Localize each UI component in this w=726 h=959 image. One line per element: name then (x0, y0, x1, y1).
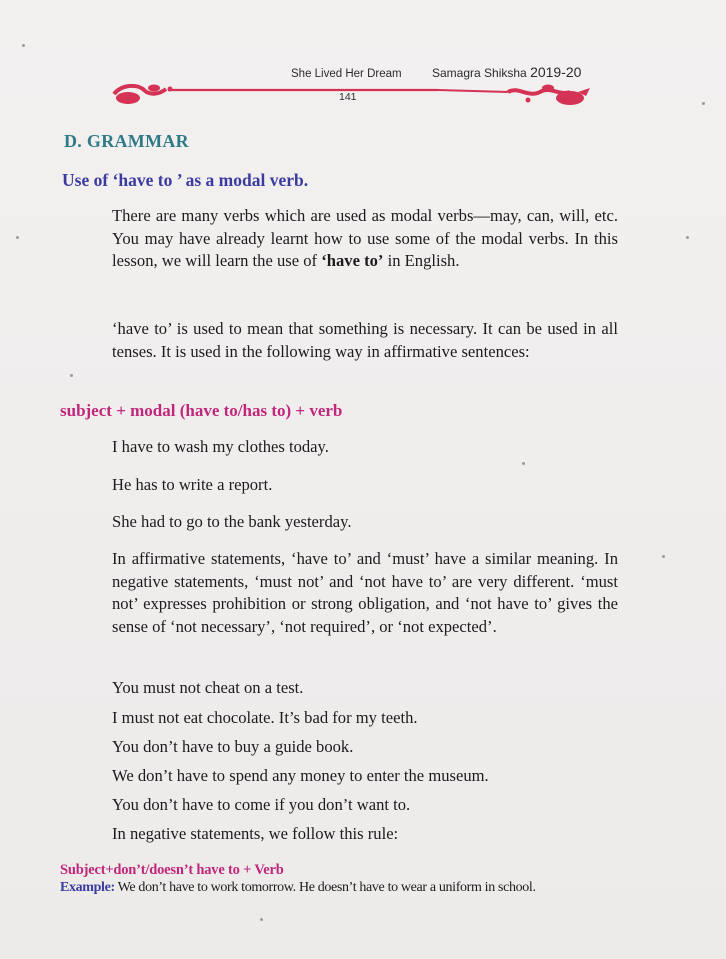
intro-text-end: in English. (383, 251, 460, 270)
chapter-title: She Lived Her Dream (291, 68, 402, 80)
section-heading: D. GRAMMAR (64, 131, 189, 151)
example-sentence: You must not cheat on a test. (112, 678, 304, 697)
example-sentence: You don’t have to buy a guide book. (112, 737, 354, 756)
scan-speck (70, 374, 73, 377)
scan-speck (662, 555, 665, 558)
intro-text: There are many verbs which are used as modal verbs—may, can, will, etc. You may have already learnt how to use some of the modal verbs. In this lesson, we will learn the use of (112, 206, 618, 270)
example-sentence: She had to go to the bank yesterday. (112, 512, 352, 531)
example-sentence: You don’t have to come if you don’t want to. (112, 795, 411, 814)
affirmative-formula: subject + modal (have to/has to) + verb (60, 401, 343, 420)
series-name: Samagra Shiksha (432, 66, 527, 80)
usage-paragraph: ‘have to’ is used to mean that something is necessary. It can be used in all tenses. It is used in the following way in affirmative sentences: (112, 319, 618, 361)
series-year: 2019-20 (530, 64, 582, 80)
intro-bold-term: ‘have to’ (321, 251, 384, 270)
comparison-paragraph: In affirmative statements, ‘have to’ and ‘must’ have a similar meaning. In negative statements, ‘must not’ and ‘not have to’ are very different. ‘must not’ expresses prohibition or strong obligation, and ‘not have to’ gives the sense of ‘not necessary’, ‘not required’, or ‘not expected’. (112, 549, 618, 636)
example-line (60, 880, 536, 896)
scan-speck (22, 44, 25, 47)
example-sentence: I must not eat chocolate. It’s bad for my teeth. (112, 708, 418, 727)
example-text: We don’t have to work tomorrow. He doesn’t have to wear a uniform in school. (114, 880, 536, 895)
series-label (432, 64, 581, 80)
scan-speck (16, 236, 19, 239)
example-sentence: We don’t have to spend any money to enter the museum. (112, 766, 489, 785)
intro-paragraph (112, 205, 618, 273)
example-sentence: He has to write a report. (112, 475, 273, 494)
example-label: Example: (60, 880, 115, 895)
scan-speck (686, 236, 689, 239)
example-sentence: I have to wash my clothes today. (112, 437, 329, 456)
topic-heading: Use of ‘have to ’ as a modal verb. (62, 170, 309, 190)
scan-speck (260, 918, 263, 921)
rule-intro: In negative statements, we follow this rule: (112, 824, 399, 843)
negative-rule: Subject+don’t/doesn’t have to + Verb (60, 862, 284, 878)
scan-speck (702, 102, 705, 105)
page-number: 141 (339, 91, 357, 103)
scan-speck (522, 462, 525, 465)
